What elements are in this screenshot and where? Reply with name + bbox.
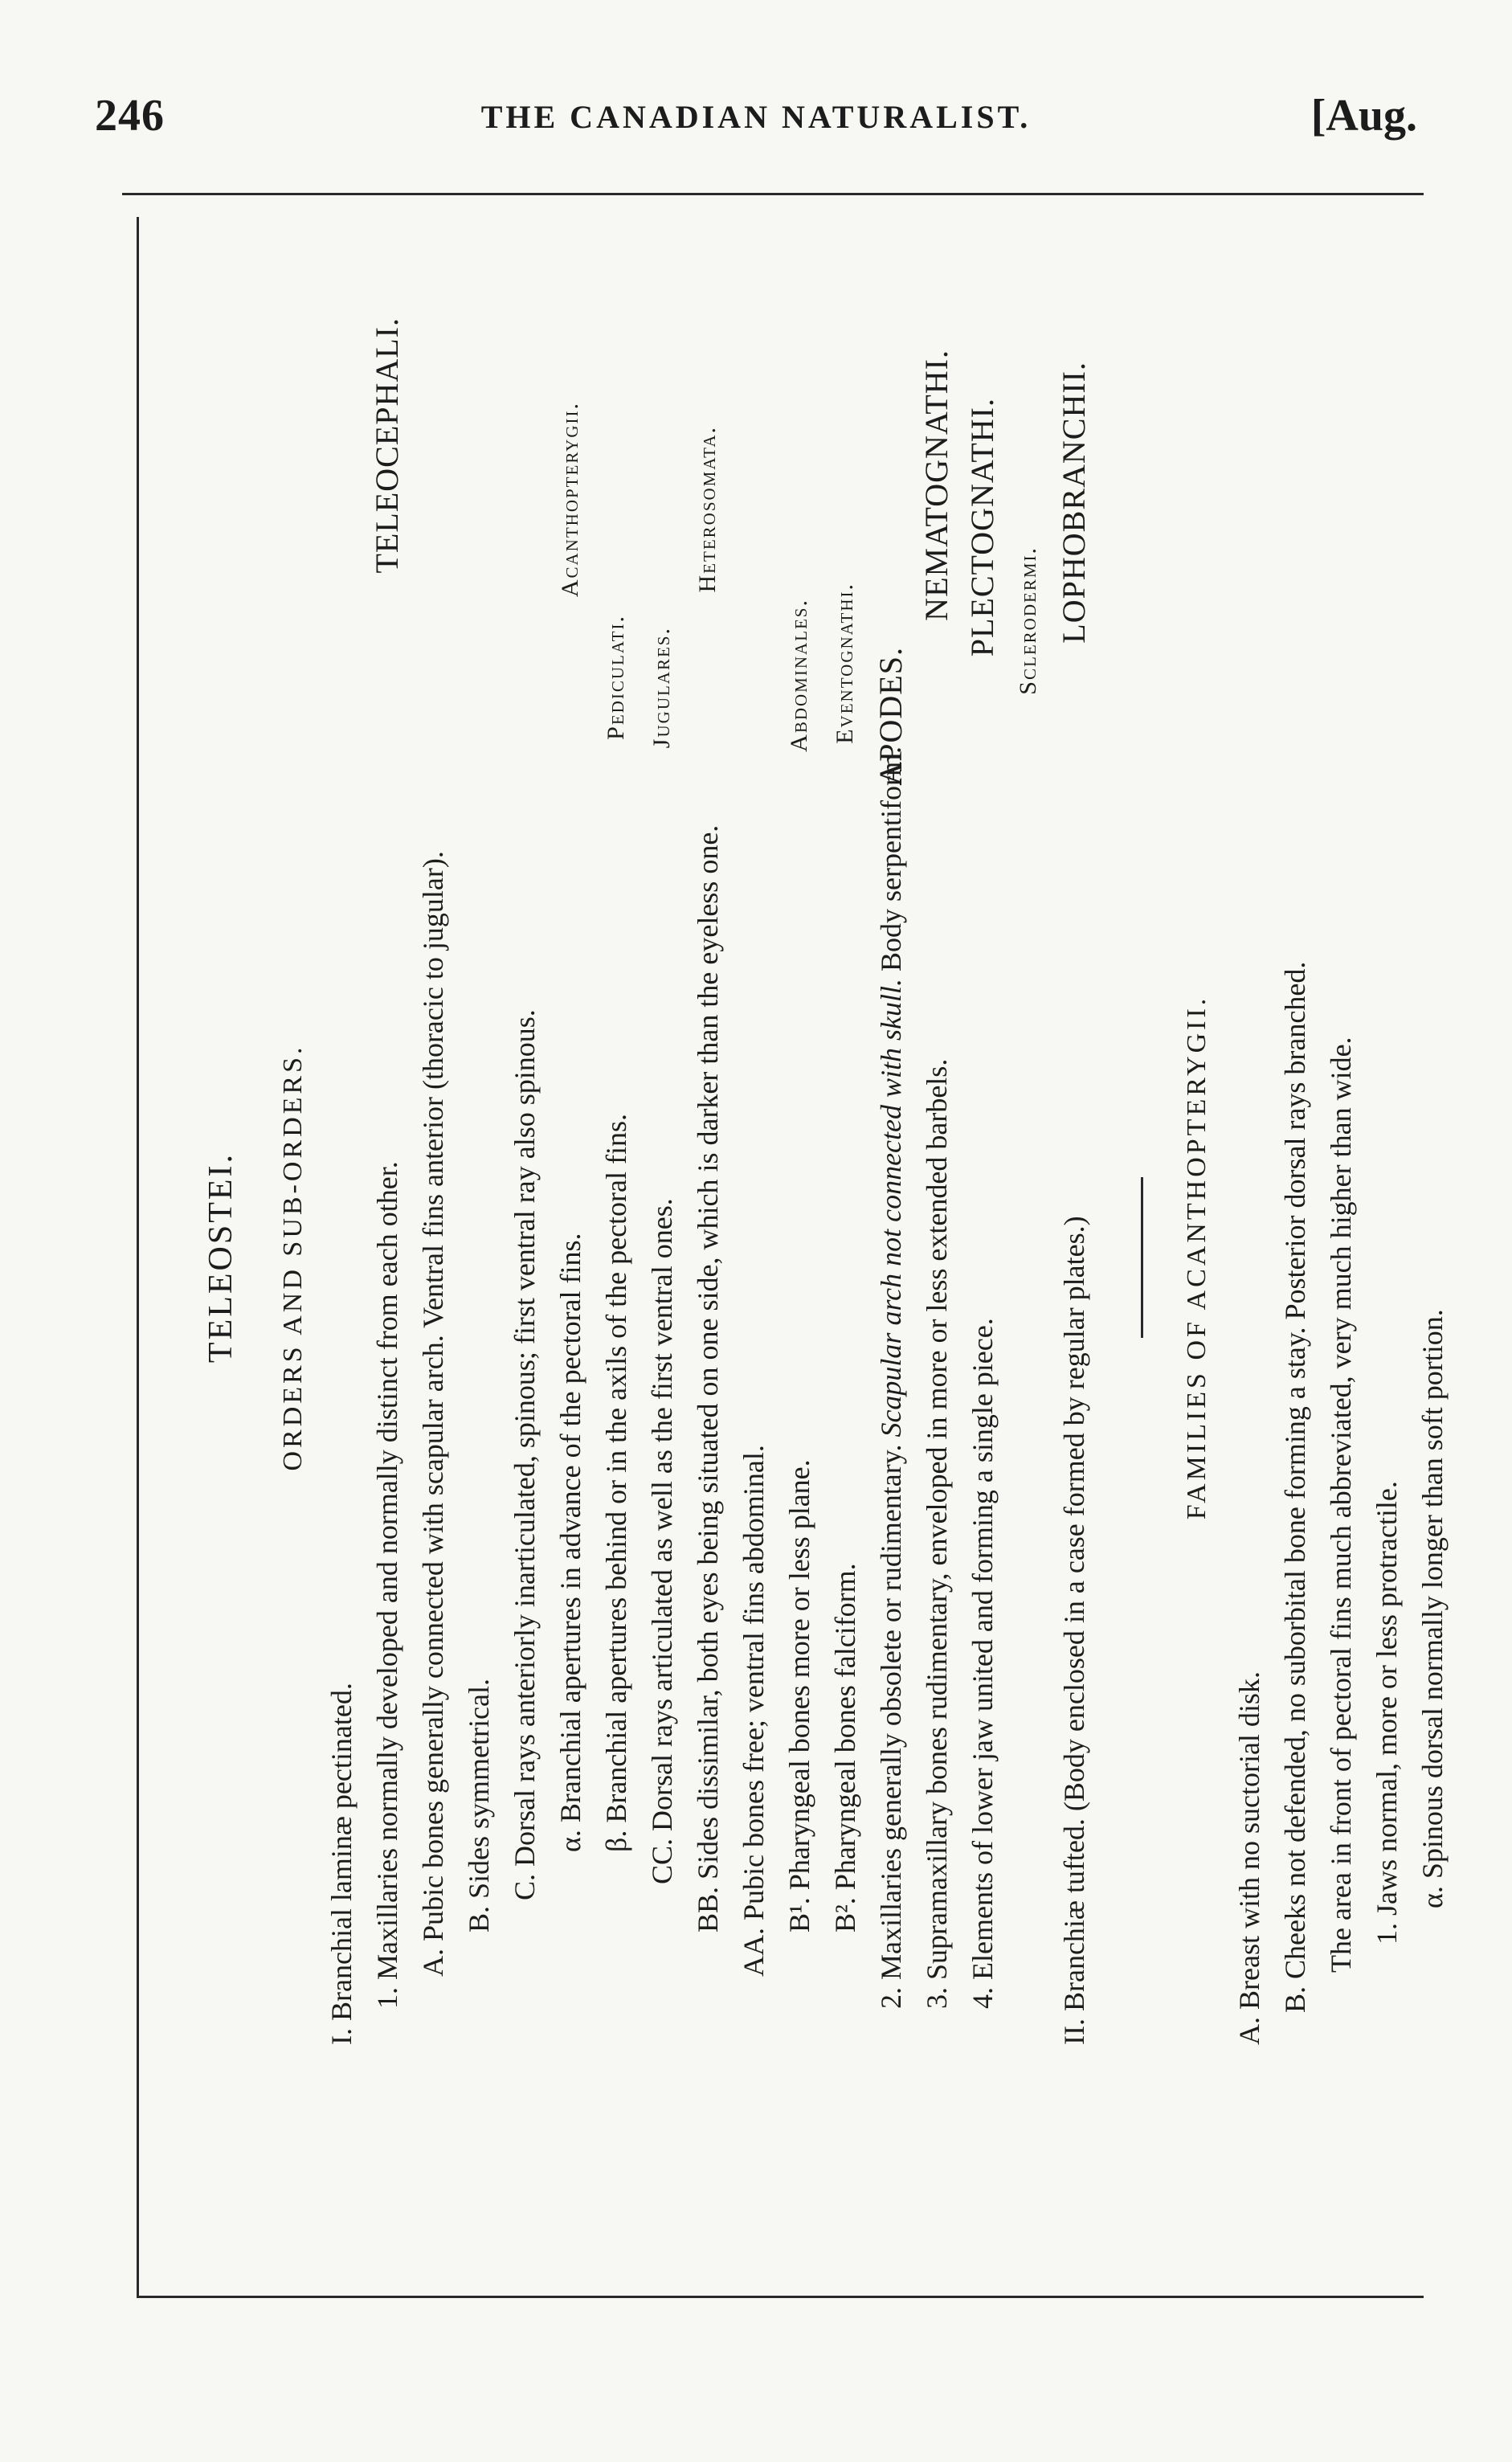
entry-text: B¹. Pharyngeal bones more or less plane. bbox=[783, 1459, 815, 1932]
issue-month: [Aug. bbox=[1310, 91, 1417, 141]
family-A bbox=[1225, 229, 1273, 2286]
suborder-label: Acanthopterygii. bbox=[557, 402, 583, 598]
entry-text: 2. Maxillaries generally obsolete or rudimentary. bbox=[875, 1444, 907, 2009]
entry-CC bbox=[638, 229, 686, 2286]
entry-sclerodermi bbox=[1004, 229, 1052, 2286]
entry-text: 3. Supramaxillary bones rudimentary, enveloped in more or less extended barbels. bbox=[921, 1058, 953, 2009]
entry-text: B². Pharyngeal bones falciform. bbox=[829, 1563, 861, 1932]
classification-table bbox=[153, 229, 1449, 2286]
entry-4 bbox=[958, 229, 1007, 2286]
entry-beta bbox=[592, 229, 640, 2286]
entry-1 bbox=[363, 229, 411, 2286]
suborder-label: Abdominales. bbox=[786, 599, 812, 752]
entry-3 bbox=[913, 229, 961, 2286]
entry-A bbox=[409, 229, 457, 2286]
entry-alpha bbox=[546, 229, 595, 2286]
entry-text: A. Breast with no suctorial disk. bbox=[1233, 1671, 1265, 2045]
order-label: APODES. bbox=[872, 647, 909, 786]
page-number: 246 bbox=[95, 91, 165, 141]
bottom-rule bbox=[138, 2296, 1424, 2298]
entry-text: A. Pubic bones generally connected with scapular arch. Ventral fins anterior (thoracic to jugular). bbox=[417, 851, 449, 1977]
order-label: TELEOCEPHALI. bbox=[369, 317, 405, 574]
left-rule bbox=[137, 217, 139, 2298]
order-label: NEMATOGNATHI. bbox=[918, 350, 954, 621]
entry-B bbox=[455, 229, 503, 2286]
top-rule bbox=[122, 193, 1424, 195]
families-title: FAMILIES OF ACANTHOPTERYGII. bbox=[1182, 995, 1212, 1520]
entry-text: C. Dorsal rays anteriorly inarticulated, spinous; first ventral ray also spinous. bbox=[509, 1009, 541, 1900]
entry-B2 bbox=[821, 229, 869, 2286]
suborder-label: Sclerodermi. bbox=[1015, 546, 1041, 695]
order-label: PLECTOGNATHI. bbox=[964, 398, 1000, 657]
rotated-table-frame bbox=[153, 229, 1449, 2286]
entry-BB bbox=[684, 229, 732, 2286]
suborder-label: Heterosomata. bbox=[694, 426, 721, 593]
entry-text: β. Branchial apertures behind or in the axils of the pectoral fins. bbox=[600, 1113, 632, 1852]
entry-text: BB. Sides dissimilar, both eyes being situated on one side, which is darker than the eyeless one. bbox=[692, 824, 724, 1932]
entry-AA bbox=[729, 229, 778, 2286]
entry-text: CC. Dorsal rays articulated as well as the first ventral ones. bbox=[646, 1198, 678, 1884]
order-label: LOPHOBRANCHII. bbox=[1056, 362, 1092, 644]
entry-text: The area in front of pectoral fins much abbreviated, very much higher than wide. bbox=[1325, 1037, 1357, 1973]
entry-I bbox=[317, 229, 366, 2286]
table-title: TELEOSTEI. bbox=[202, 1151, 239, 1364]
entry-text: 4. Elements of lower jaw united and forming a single piece. bbox=[966, 1318, 999, 2009]
entry-text: α. Branchial apertures in advance of the pectoral fins. bbox=[554, 1233, 586, 1852]
entry-2 bbox=[867, 229, 915, 2286]
entry-text: I. Branchial laminæ pectinated. bbox=[325, 1683, 358, 2045]
running-title: THE CANADIAN NATURALIST. bbox=[480, 99, 1032, 135]
running-head bbox=[0, 0, 1512, 161]
suborder-label: Eventognathi. bbox=[832, 583, 858, 744]
entry-C bbox=[501, 229, 549, 2286]
family-B-cont bbox=[1317, 229, 1365, 2286]
entry-text: B. Sides symmetrical. bbox=[463, 1679, 495, 1932]
entry-italic: Scapular arch not connected with skull. bbox=[875, 978, 907, 1438]
table-subtitle: ORDERS AND SUB-ORDERS. bbox=[278, 1044, 308, 1471]
entry-text: 1. Jaws normal, more or less protractile. bbox=[1371, 1481, 1403, 1945]
suborder-label: Jugulares. bbox=[648, 627, 675, 749]
entry-text: AA. Pubic bones free; ventral fins abdominal. bbox=[738, 1445, 770, 1977]
family-1 bbox=[1363, 229, 1411, 2286]
entry-B1 bbox=[775, 229, 823, 2286]
entry-II bbox=[1050, 229, 1098, 2286]
family-alpha bbox=[1408, 229, 1457, 2286]
entry-text: B. Cheeks not defended, no suborbital bone forming a stay. Posterior dorsal rays branched. bbox=[1279, 961, 1311, 2013]
entry-tail: Body serpentiform. bbox=[875, 746, 907, 971]
entry-text: α. Spinous dorsal normally longer than soft portion. bbox=[1416, 1309, 1449, 1908]
entry-text: II. Branchiæ tufted. (Body enclosed in a case formed by regular plates.) bbox=[1058, 1216, 1090, 2045]
suborder-label: Pediculati. bbox=[603, 615, 629, 740]
entry-text: 1. Maxillaries normally developed and normally distinct from each other. bbox=[371, 1161, 403, 2009]
section-divider bbox=[1141, 1177, 1143, 1338]
family-B bbox=[1271, 229, 1319, 2286]
